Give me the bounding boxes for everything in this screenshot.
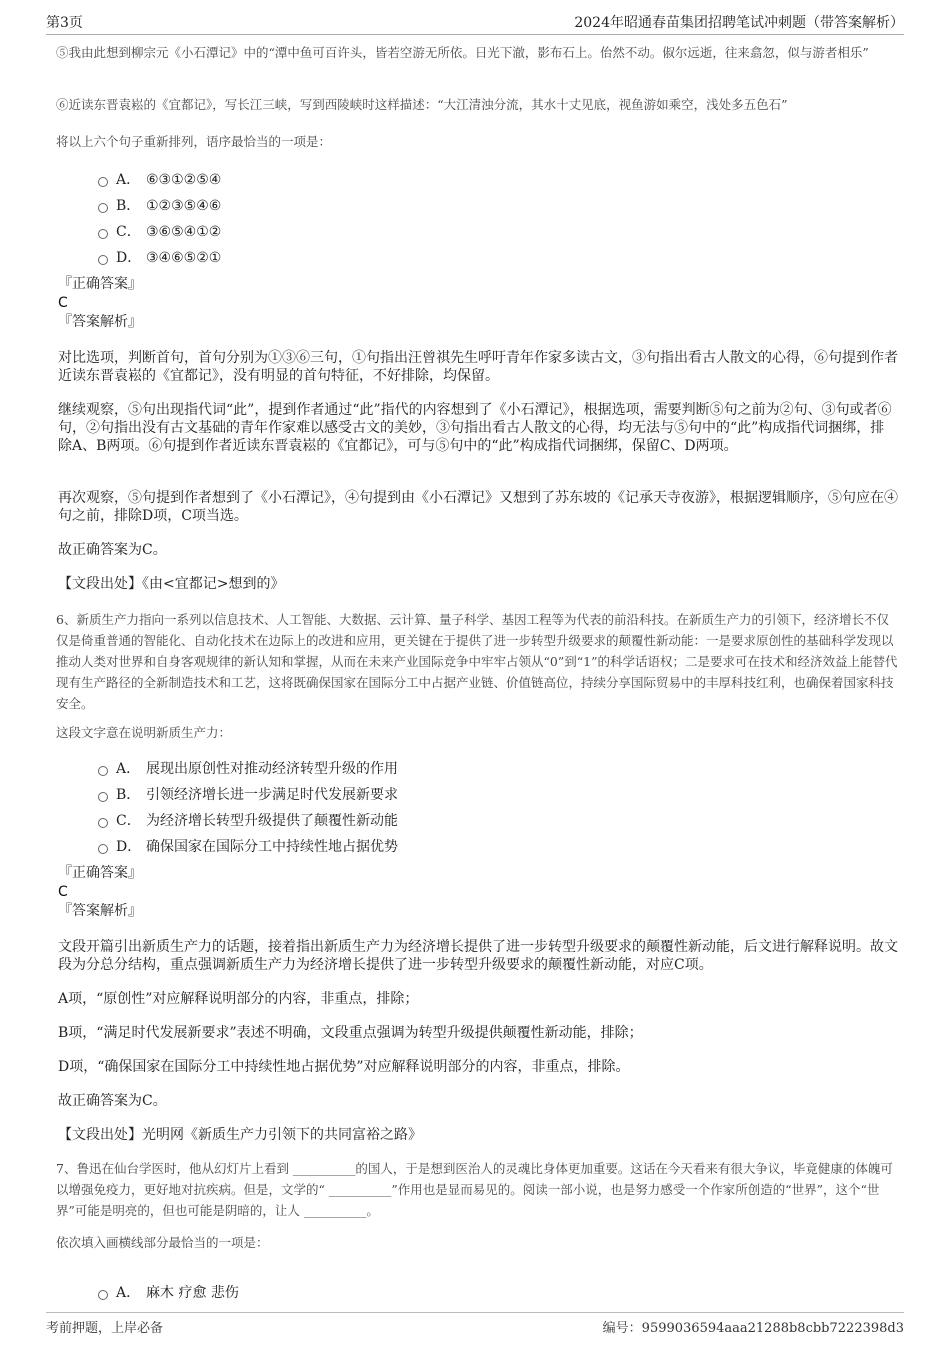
correct-answer-value: C [58,884,68,900]
option-d[interactable] [56,834,898,860]
page-footer [46,1312,904,1336]
question-6-prompt-block [56,722,898,743]
analysis-q5-p2 [56,401,898,455]
analysis-paragraph: B项，“满足时代发展新要求”表述不明确，文段重点强调为转型升级提供颠覆性新动能，排除； [58,1025,643,1041]
source-citation: 【文段出处】光明网《新质生产力引领下的共同富裕之路》 [58,1127,422,1143]
radio-icon[interactable] [98,255,108,265]
sentence-5: ⑤我由此想到柳宗元《小石潭记》中的“潭中鱼可百许头，皆若空游无所依。日光下澈，影布石上。佁然不动。俶尔远逝，往来翕忽，似与游者相乐” [56,45,869,60]
answer-block-q6 [58,864,900,921]
radio-icon[interactable] [98,229,108,239]
option-letter: B． [116,787,141,803]
radio-icon[interactable] [98,818,108,828]
analysis-paragraph: A项，“原创性”对应解释说明部分的内容，非重点，排除； [58,991,419,1007]
question-prompt: 将以上六个句子重新排列，语序最恰当的一项是： [56,134,332,149]
option-text: ⑥③①②⑤④ [146,172,222,188]
radio-icon[interactable] [98,766,108,776]
correct-answer-label: 『正确答案』 [58,276,142,292]
analysis-q5-p5 [56,575,898,593]
option-text: ①②③⑤④⑥ [146,198,222,214]
question-passage: 6、新质生产力指向一系列以信息技术、人工智能、大数据、云计算、量子科学、基因工程等为代表的前沿科技。在新质生产力的引领下，经济增长不仅仅是倚重普通的智能化、自动化技术在边际上的改进和应用，更关键在于提供了进一步转型升级要求的颠覆性新动能：一是要求原创性的基础科学发现以推动人类对世界和自身客观规律的新认知和掌握，从而在未来产业国际竞争中牢牢占领从“0”到“1”的科学话语权；二是要求可在技术和经济效益上能替代现有生产路径的全新制造技术和工艺，这将既确保国家在国际分工中占据产业链、价值链高位，持续分享国际贸易中的丰厚科技红利，也确保着国家科技安全。 [56,612,898,711]
question-prompt: 依次填入画横线部分最恰当的一项是： [56,1235,269,1250]
page-number-label: 第3页 [46,15,83,31]
question-prompt: 这段文字意在说明新质生产力： [56,725,232,740]
option-letter: A． [116,1285,141,1301]
question-6 [56,609,898,714]
footer-slogan: 考前押题，上岸必备 [46,1321,164,1336]
document-title: 2024年昭通春苗集团招聘笔试冲刺题（带答案解析） [574,15,904,31]
question-5-prompt-block [56,131,898,152]
radio-icon[interactable] [98,177,108,187]
option-a[interactable] [56,1280,898,1306]
source-citation: 【文段出处】《由<宜都记>想到的》 [58,576,285,592]
question-passage: 7、鲁迅在仙台学医时，他从幻灯片上看到 __________的国人，于是想到医治人的灵魂比身体更加重要。这话在今天看来有很大争议，毕竟健康的体魄可以增强免疫力，更好地对抗疾病。但是，文学的“ __________”作用也是显而易见的。阅读一部小说，也是努力感受一个作家所创造的“世界”，这个“世界”可能是明亮的，但也可能是阴暗的，让人 __________。 [56,1161,893,1218]
option-text: 引领经济增长进一步满足时代发展新要求 [146,787,398,803]
option-text: ③⑥⑤④①② [146,224,222,240]
analysis-q6-p5 [56,1092,898,1110]
option-c[interactable] [56,808,898,834]
correct-answer-value: C [58,295,68,311]
options-list-q5 [56,167,898,271]
options-list-q7 [56,1280,898,1306]
analysis-paragraph: 继续观察，⑤句出现指代词“此”，提到作者通过“此”指代的内容想到了《小石潭记》，根据选项，需要判断⑤句之前为②句、③句或者⑥句，②句指出没有古文基础的青年作家难以感受古文的美妙，③句指出看古人散文的心得，均无法与⑤句中的“此”构成指代词捆绑，排除A、B两项。⑥句提到作者近读东晋袁崧的《宜都记》，可与⑤句中的“此”构成指代词捆绑，保留C、D两项。 [58,402,892,454]
option-letter: C． [116,813,141,829]
analysis-q6-p2 [56,990,898,1008]
sentence-6: ⑥近读东晋袁崧的《宜都记》，写长江三峡，写到西陵峡时这样描述：“大江清浊分流，其水十丈见底，视鱼游如乘空，浅处多五色石” [56,97,788,112]
option-c[interactable] [56,219,898,245]
radio-icon[interactable] [98,203,108,213]
analysis-q6 [56,938,898,974]
option-letter: C． [116,224,141,240]
analysis-q6-p6 [56,1126,898,1144]
analysis-q6-p4 [56,1058,898,1076]
analysis-conclusion: 故正确答案为C。 [58,1093,167,1109]
document-id: 编号：9599036594aaa21288b8cbb7222398d3 [602,1321,904,1336]
option-letter: D． [116,839,142,855]
question-7 [56,1158,898,1221]
option-text: 为经济增长转型升级提供了颠覆性新动能 [146,813,398,829]
option-text: 展现出原创性对推动经济转型升级的作用 [146,761,398,777]
option-text: 麻木 疗愈 悲伤 [146,1285,239,1301]
page-header [46,12,904,35]
options-list-q6 [56,756,898,860]
option-letter: D． [116,250,142,266]
correct-answer-label: 『正确答案』 [58,865,142,881]
analysis-q5 [56,349,898,385]
option-a[interactable] [56,167,898,193]
option-b[interactable] [56,193,898,219]
question-5-sentence-6-block [56,94,898,115]
analysis-paragraph: 文段开篇引出新质生产力的话题，接着指出新质生产力为经济增长提供了进一步转型升级要求的颠覆性新动能，后文进行解释说明。故文段为分总分结构，重点强调新质生产力为经济增长提供了进一步转型升级要求的颠覆性新动能，对应C项。 [58,939,898,973]
analysis-conclusion: 故正确答案为C。 [58,542,167,558]
analysis-q5-p4 [56,541,898,559]
analysis-label: 『答案解析』 [58,903,142,919]
analysis-label: 『答案解析』 [58,314,142,330]
option-text: ③④⑥⑤②① [146,250,222,266]
question-7-prompt-block [56,1232,898,1253]
analysis-q5-p3 [56,489,898,525]
question-5 [56,42,898,63]
analysis-paragraph: 再次观察，⑤句提到作者想到了《小石潭记》，④句提到由《小石潭记》又想到了苏东坡的《记承天寺夜游》，根据逻辑顺序，⑤句应在④句之前，排除D项，C项当选。 [58,490,898,524]
analysis-paragraph: 对比选项，判断首句，首句分别为①③⑥三句，①句指出汪曾祺先生呼吁青年作家多读古文，③句指出看古人散文的心得，⑥句提到作者近读东晋袁崧的《宜都记》，没有明显的首句特征，不好排除，均保留。 [58,350,898,384]
option-b[interactable] [56,782,898,808]
radio-icon[interactable] [98,792,108,802]
option-a[interactable] [56,756,898,782]
analysis-q6-p3 [56,1024,898,1042]
option-letter: B． [116,198,141,214]
option-d[interactable] [56,245,898,271]
analysis-paragraph: D项，“确保国家在国际分工中持续性地占据优势”对应解释说明部分的内容，非重点，排除。 [58,1059,630,1075]
radio-icon[interactable] [98,844,108,854]
answer-block-q5 [58,275,900,332]
option-letter: A． [116,761,141,777]
option-text: 确保国家在国际分工中持续性地占据优势 [146,839,398,855]
option-letter: A． [116,172,141,188]
radio-icon[interactable] [98,1290,108,1300]
